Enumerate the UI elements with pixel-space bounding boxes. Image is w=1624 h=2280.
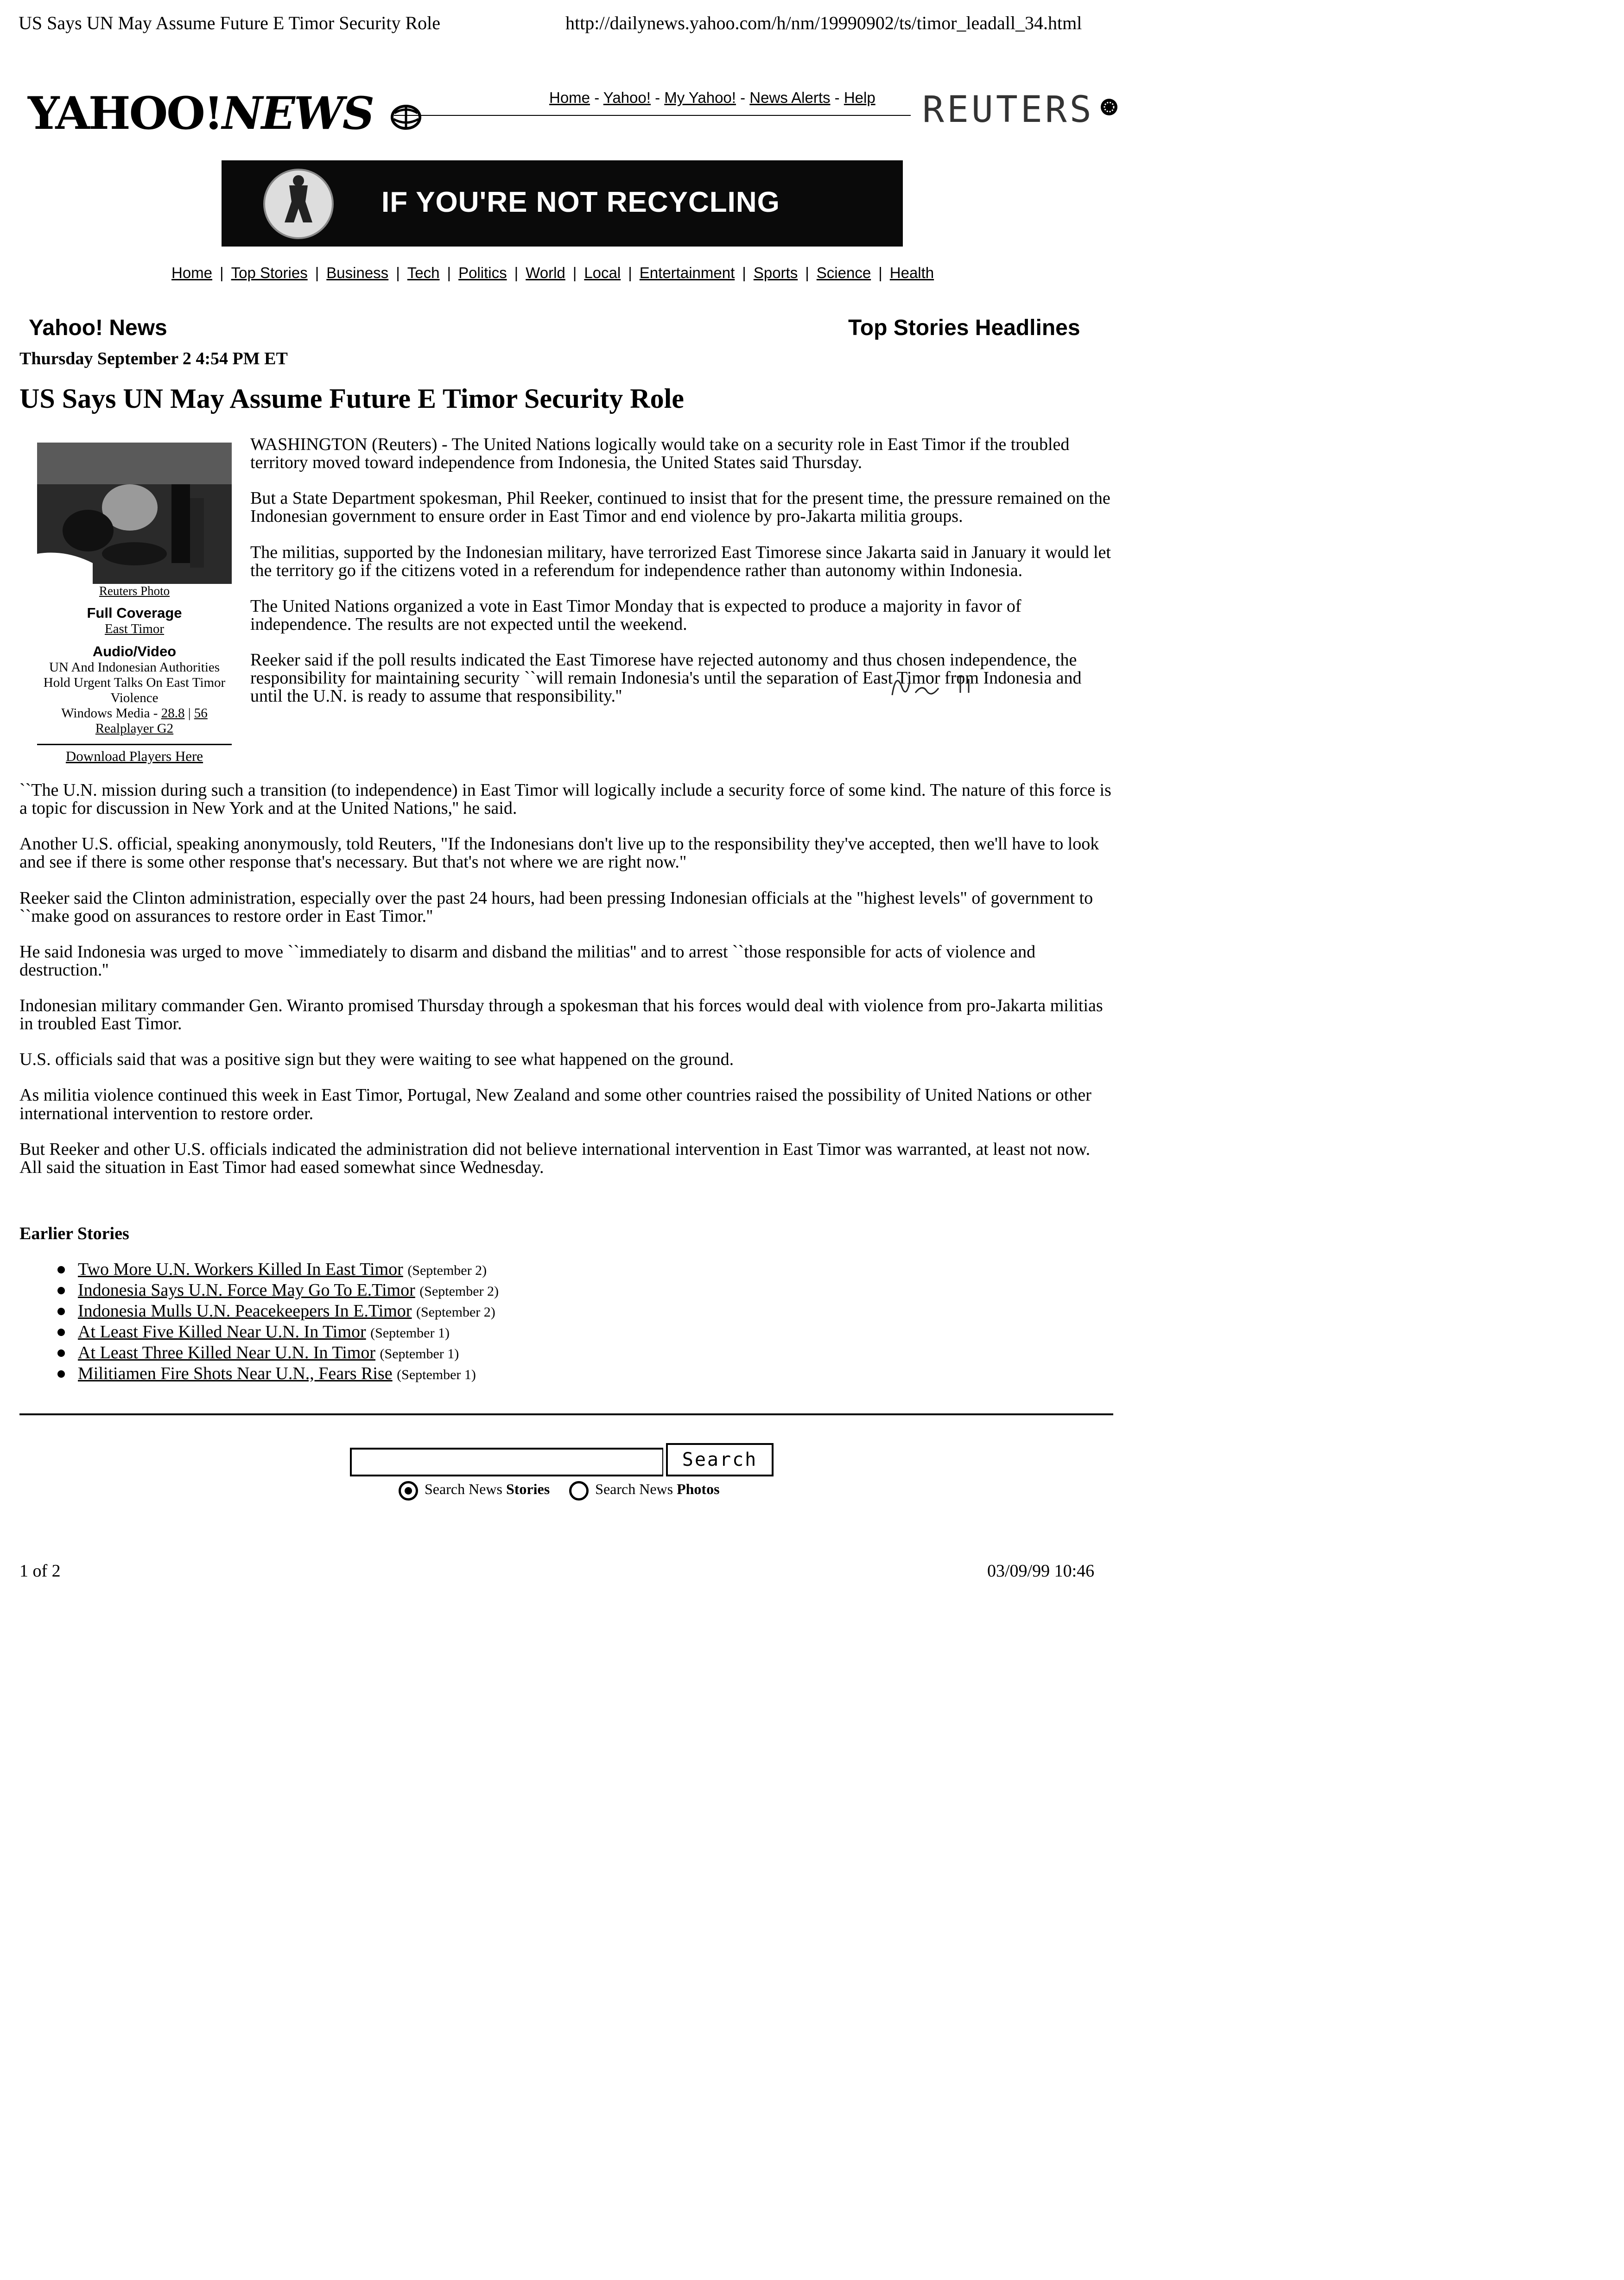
list-item — [51, 1301, 499, 1322]
earlier-story-link[interactable]: Indonesia Says U.N. Force May Go To E.Timor — [78, 1280, 415, 1300]
nav-top-stories[interactable]: Top Stories — [231, 264, 308, 281]
list-item — [51, 1280, 499, 1301]
speed-separator: | — [184, 706, 194, 721]
nav-world[interactable]: World — [526, 264, 565, 281]
news-photo-image — [37, 443, 232, 584]
top-links: Home - Yahoo! - My Yahoo! - News Alerts - Help — [549, 89, 875, 106]
earlier-stories-list — [51, 1260, 499, 1385]
search-button[interactable]: Search — [666, 1443, 774, 1476]
top-link-help[interactable]: Help — [844, 89, 875, 106]
search-stories-label-prefix: Search News — [425, 1481, 506, 1497]
print-page-title: US Says UN May Assume Future E Timor Security Role — [19, 13, 441, 33]
download-players-link[interactable]: Download Players Here — [65, 748, 203, 764]
article-paragraph: The United Nations organized a vote in East Timor Monday that is expected to produce a majority in favor of independence. The results are not expected until the weekend. — [250, 596, 1021, 634]
earlier-story-link[interactable]: Militiamen Fire Shots Near U.N., Fears Rise — [78, 1364, 393, 1383]
article-paragraph: ``The U.N. mission during such a transition (to independence) in East Timor will logically include a security force of some kind. The nature of this force is a topic for discussion in New York and at the United Nations,'' he said. — [19, 780, 1111, 818]
handwritten-annotation — [888, 667, 994, 704]
windows-media-28-link[interactable]: 28.8 — [161, 706, 185, 721]
news-photo[interactable] — [37, 443, 232, 584]
nav-sports[interactable]: Sports — [753, 264, 798, 281]
article-paragraph: But a State Department spokesman, Phil Reeker, continued to insist that for the present time, the pressure remained on the Indonesian government to ensure order in East Timor and end violence by pro-Jakarta militia groups. — [250, 488, 1110, 526]
top-link-news-alerts[interactable]: News Alerts — [749, 89, 831, 106]
top-link-my-yahoo[interactable]: My Yahoo! — [664, 89, 736, 106]
nav-tech[interactable]: Tech — [407, 264, 440, 281]
nav-business[interactable]: Business — [326, 264, 389, 281]
search-photos-radio[interactable] — [569, 1481, 589, 1501]
earlier-stories-heading: Earlier Stories — [19, 1224, 129, 1243]
list-item — [51, 1343, 499, 1364]
story-date: (September 2) — [416, 1305, 495, 1320]
story-date: (September 1) — [370, 1325, 450, 1341]
logo-news-text: NEWS — [222, 87, 374, 139]
article-sidebar — [37, 443, 232, 765]
nav-health[interactable]: Health — [889, 264, 934, 281]
logo-yahoo-text: YAHOO! — [28, 87, 222, 139]
story-date: (September 2) — [419, 1284, 499, 1299]
article-headline: US Says UN May Assume Future E Timor Security Role — [19, 383, 684, 414]
article-paragraph: The militias, supported by the Indonesian military, have terrorized East Timorese since Jakarta said in January it would let the territory go if the citizens voted in a referendum for independence rather than autonomy within Indonesia. — [250, 542, 1111, 580]
article-body-bottom — [19, 781, 1113, 1194]
story-date: (September 1) — [380, 1346, 459, 1362]
full-coverage-label: Full Coverage — [87, 605, 182, 621]
top-stories-headlines-label: Top Stories Headlines — [848, 316, 1080, 340]
audio-video-title: UN And Indonesian Authorities Hold Urgent Talks On East Timor Violence — [43, 660, 226, 705]
footer-divider — [19, 1413, 1113, 1415]
globe-figure-icon — [261, 167, 336, 241]
search-stories-label: Stories — [506, 1481, 550, 1497]
reuters-dot-icon — [1098, 96, 1120, 118]
search-input[interactable] — [350, 1448, 663, 1476]
nav-home[interactable]: Home — [171, 264, 213, 281]
earlier-story-link[interactable]: At Least Five Killed Near U.N. In Timor — [78, 1322, 366, 1342]
full-coverage-link[interactable]: East Timor — [104, 621, 165, 636]
search-photos-label: Photos — [677, 1481, 720, 1497]
windows-media-row — [37, 706, 232, 721]
audio-video-label: Audio/Video — [92, 643, 177, 659]
windows-media-56-link[interactable]: 56 — [194, 706, 208, 721]
list-item — [51, 1260, 499, 1280]
print-page-url: http://dailynews.yahoo.com/h/nm/19990902/ts/timor_leadall_34.html — [565, 13, 1082, 33]
recycling-banner-ad[interactable] — [222, 160, 903, 247]
nav-science[interactable]: Science — [816, 264, 871, 281]
search-photos-label-prefix: Search News — [595, 1481, 677, 1497]
realplayer-link[interactable]: Realplayer G2 — [95, 721, 174, 736]
nav-politics[interactable]: Politics — [458, 264, 507, 281]
reuters-logo[interactable]: REUTERS — [922, 89, 1094, 131]
article-paragraph: Indonesian military commander Gen. Wiranto promised Thursday through a spokesman that his forces would deal with violence from pro-Jakarta militias in troubled East Timor. — [19, 996, 1103, 1034]
story-date: (September 1) — [397, 1367, 476, 1382]
nav-local[interactable]: Local — [584, 264, 621, 281]
article-dateline: Thursday September 2 4:54 PM ET — [19, 349, 288, 368]
search-stories-radio[interactable] — [399, 1481, 418, 1501]
photo-credit-link[interactable]: Reuters Photo — [99, 584, 170, 598]
article-paragraph: Reeker said if the poll results indicated the East Timorese have rejected autonomy and thus chosen independence, the responsibility for maintaining security ``will remain Indonesia's until the separation of East Timor from Indonesia and until the U.N. is ready to assume that responsibility.'' — [250, 650, 1082, 706]
earlier-story-link[interactable]: At Least Three Killed Near U.N. In Timor — [78, 1343, 376, 1362]
globe-icon — [390, 104, 422, 131]
earlier-story-link[interactable]: Two More U.N. Workers Killed In East Timor — [78, 1260, 403, 1279]
article-paragraph: But Reeker and other U.S. officials indicated the administration did not believe international intervention in East Timor was warranted, at least not now. All said the situation in East Timor had eased somewhat since Wednesday. — [19, 1139, 1091, 1177]
article-paragraph: Another U.S. official, speaking anonymously, told Reuters, "If the Indonesians don't live up to the responsibility they've accepted, then we'll have to look and see if there is some other response that's necessary. But that's not where we are right now." — [19, 834, 1099, 872]
article-paragraph: As militia violence continued this week in East Timor, Portugal, New Zealand and some other countries raised the possibility of United Nations or other international intervention to restore order. — [19, 1085, 1091, 1123]
section-name: Yahoo! News — [29, 316, 167, 340]
masthead-divider — [394, 115, 911, 116]
top-link-yahoo[interactable]: Yahoo! — [603, 89, 651, 106]
section-nav: Home | Top Stories | Business | Tech | Politics | World | Local | Entertainment | Sports | Science | Health — [171, 264, 934, 281]
nav-entertainment[interactable]: Entertainment — [639, 264, 735, 281]
article-paragraph: U.S. officials said that was a positive sign but they were waiting to see what happened on the ground. — [19, 1050, 734, 1070]
list-item — [51, 1364, 499, 1385]
windows-media-label: Windows Media - — [61, 706, 161, 721]
banner-text: IF YOU'RE NOT RECYCLING — [381, 186, 780, 218]
search-options — [399, 1481, 720, 1501]
masthead — [28, 83, 1112, 144]
article-paragraph: WASHINGTON (Reuters) - The United Nations logically would take on a security role in East Timor if the troubled territory moved toward independence from Indonesia, the United States said Thursday. — [250, 435, 1070, 473]
story-date: (September 2) — [407, 1263, 487, 1278]
article-paragraph: Reeker said the Clinton administration, especially over the past 24 hours, had been pressing Indonesian officials at the "highest levels" of government to ``make good on assurances to restore order in East Timor.'' — [19, 888, 1093, 926]
article-paragraph: He said Indonesia was urged to move ``immediately to disarm and disband the militias'' and to arrest ``those responsible for acts of violence and destruction.'' — [19, 942, 1036, 980]
sidebar-divider — [37, 744, 232, 745]
top-link-home[interactable]: Home — [549, 89, 590, 106]
print-page-number: 1 of 2 — [19, 1561, 61, 1581]
print-header — [19, 12, 1112, 40]
earlier-story-link[interactable]: Indonesia Mulls U.N. Peacekeepers In E.Timor — [78, 1301, 412, 1321]
print-timestamp: 03/09/99 10:46 — [987, 1561, 1095, 1581]
yahoo-news-logo[interactable] — [28, 87, 422, 139]
list-item — [51, 1322, 499, 1343]
